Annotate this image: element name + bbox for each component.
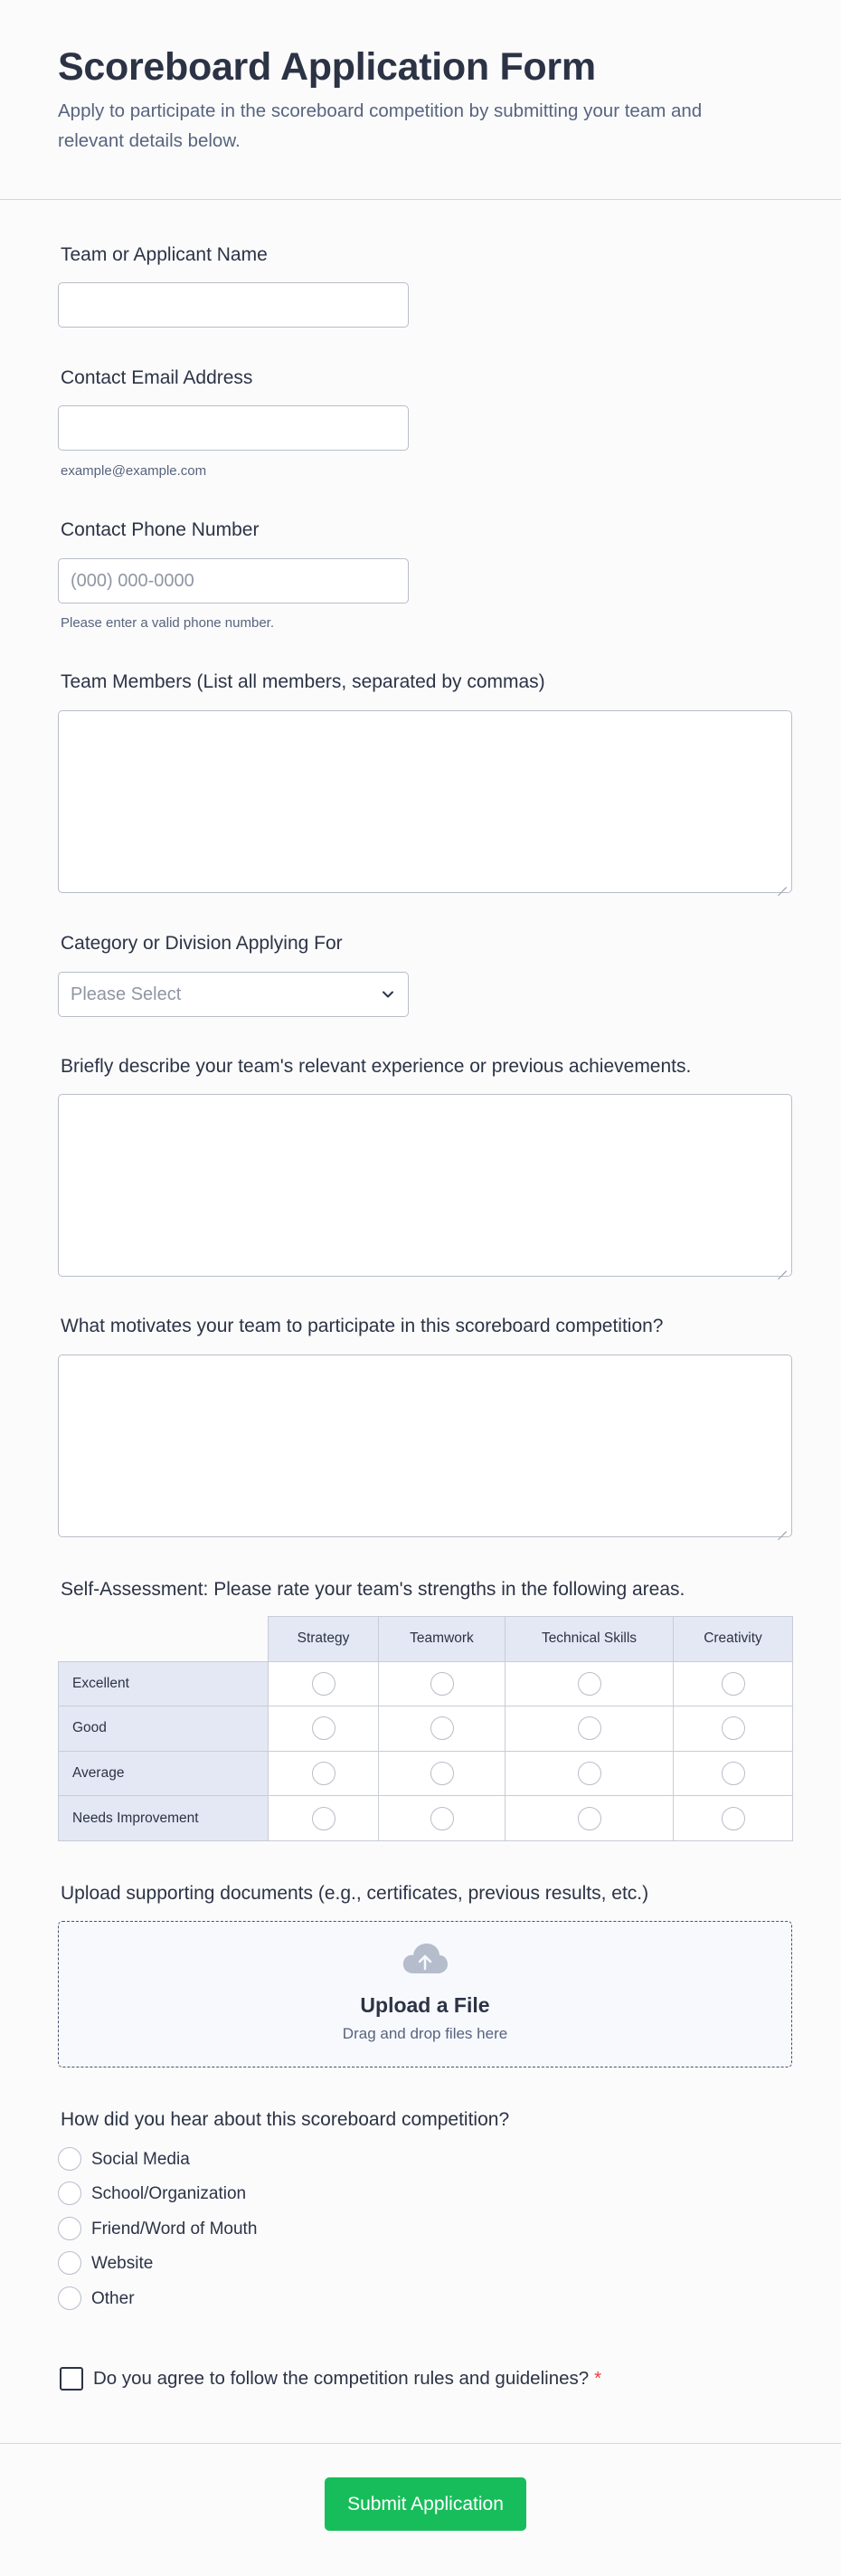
matrix-radio[interactable] [430, 1672, 454, 1696]
experience-label: Briefly describe your team's relevant experience or previous achievements. [61, 1056, 692, 1077]
matrix-row-label: Excellent [59, 1661, 269, 1706]
matrix-radio[interactable] [312, 1762, 335, 1785]
matrix-radio[interactable] [578, 1672, 601, 1696]
upload-label: Upload supporting documents (e.g., certificates, previous results, etc.) [61, 1883, 649, 1904]
matrix-corner [59, 1617, 269, 1662]
matrix-cell [379, 1661, 506, 1706]
matrix-radio[interactable] [578, 1716, 601, 1740]
email-label: Contact Email Address [61, 367, 253, 388]
matrix-column-header: Creativity [674, 1617, 793, 1662]
email-input[interactable] [58, 405, 409, 451]
matrix-radio[interactable] [578, 1762, 601, 1785]
matrix-cell [674, 1661, 793, 1706]
phone-input[interactable] [58, 558, 409, 604]
matrix-cell [379, 1706, 506, 1752]
option-radio[interactable] [58, 2217, 81, 2240]
category-selected-value: Please Select [71, 984, 182, 1004]
matrix-row-label: Needs Improvement [59, 1796, 269, 1841]
resize-handle[interactable] [778, 879, 787, 888]
form-header [0, 0, 841, 200]
matrix-cell [379, 1751, 506, 1796]
motivation-label: What motivates your team to participate in this scoreboard competition? [61, 1316, 664, 1336]
matrix-row-label: Average [59, 1751, 269, 1796]
matrix-cell [674, 1796, 793, 1841]
self-assessment-matrix [58, 1616, 793, 1841]
matrix-radio[interactable] [722, 1672, 745, 1696]
option-label: Other [91, 2289, 135, 2308]
team-name-label: Team or Applicant Name [61, 244, 268, 265]
matrix-column-header: Technical Skills [506, 1617, 674, 1662]
matrix-radio[interactable] [578, 1807, 601, 1830]
agreement-checkbox[interactable] [60, 2367, 83, 2391]
agreement-label: Do you agree to follow the competition rules and guidelines? [93, 2368, 590, 2389]
submit-button[interactable]: Submit Application [325, 2477, 526, 2531]
members-textarea[interactable] [58, 710, 792, 893]
matrix-column-header: Teamwork [379, 1617, 506, 1662]
matrix-row [59, 1706, 793, 1752]
matrix-row-label: Good [59, 1706, 269, 1752]
experience-textarea[interactable] [58, 1094, 792, 1277]
resize-handle[interactable] [778, 1262, 787, 1271]
option-label: Social Media [91, 2150, 190, 2169]
matrix-radio[interactable] [722, 1716, 745, 1740]
matrix-cell [269, 1706, 379, 1752]
matrix-cell [269, 1751, 379, 1796]
matrix-radio[interactable] [430, 1762, 454, 1785]
option-radio[interactable] [58, 2251, 81, 2275]
matrix-cell [506, 1751, 674, 1796]
option-label: Friend/Word of Mouth [91, 2220, 258, 2239]
matrix-radio[interactable] [430, 1716, 454, 1740]
matrix-radio[interactable] [722, 1762, 745, 1785]
matrix-radio[interactable] [430, 1807, 454, 1830]
file-upload-dropzone[interactable] [58, 1921, 792, 2067]
matrix-radio[interactable] [312, 1807, 335, 1830]
matrix-cell [674, 1751, 793, 1796]
cloud-upload-icon [402, 1942, 449, 1976]
matrix-radio[interactable] [312, 1672, 335, 1696]
upload-subtitle: Drag and drop files here [342, 2025, 508, 2042]
members-label: Team Members (List all members, separated by commas) [61, 671, 545, 692]
team-name-input[interactable] [58, 282, 409, 328]
motivation-textarea[interactable] [58, 1355, 792, 1537]
hear-about-label: How did you hear about this scoreboard competition? [61, 2109, 510, 2130]
matrix-radio[interactable] [312, 1716, 335, 1740]
resize-handle[interactable] [778, 1523, 787, 1532]
matrix-radio[interactable] [722, 1807, 745, 1830]
option-label: Website [91, 2254, 154, 2273]
matrix-cell [269, 1796, 379, 1841]
matrix-cell [506, 1796, 674, 1841]
matrix-cell [506, 1661, 674, 1706]
option-radio[interactable] [58, 2182, 81, 2205]
option-radio[interactable] [58, 2286, 81, 2310]
self-assessment-label: Self-Assessment: Please rate your team's strengths in the following areas. [61, 1579, 685, 1600]
matrix-cell [379, 1796, 506, 1841]
option-radio[interactable] [58, 2147, 81, 2171]
matrix-row [59, 1751, 793, 1796]
matrix-column-header: Strategy [269, 1617, 379, 1662]
email-sublabel: example@example.com [61, 463, 207, 479]
required-asterisk: * [594, 2368, 602, 2389]
page-title: Scoreboard Application Form [58, 45, 596, 89]
page-subtitle: Apply to participate in the scoreboard competition by submitting your team and relevant details below. [58, 100, 703, 151]
form-footer [0, 2443, 841, 2576]
agreement-label-wrap [93, 2368, 601, 2390]
category-select[interactable] [58, 972, 409, 1017]
chevron-down-icon [379, 985, 397, 1003]
category-label: Category or Division Applying For [61, 933, 343, 954]
matrix-cell [269, 1661, 379, 1706]
matrix-row [59, 1796, 793, 1841]
matrix-row [59, 1661, 793, 1706]
matrix-cell [674, 1706, 793, 1752]
phone-sublabel: Please enter a valid phone number. [61, 615, 274, 631]
upload-title: Upload a File [360, 1993, 490, 2017]
option-label: School/Organization [91, 2184, 247, 2203]
phone-label: Contact Phone Number [61, 519, 260, 540]
matrix-cell [506, 1706, 674, 1752]
